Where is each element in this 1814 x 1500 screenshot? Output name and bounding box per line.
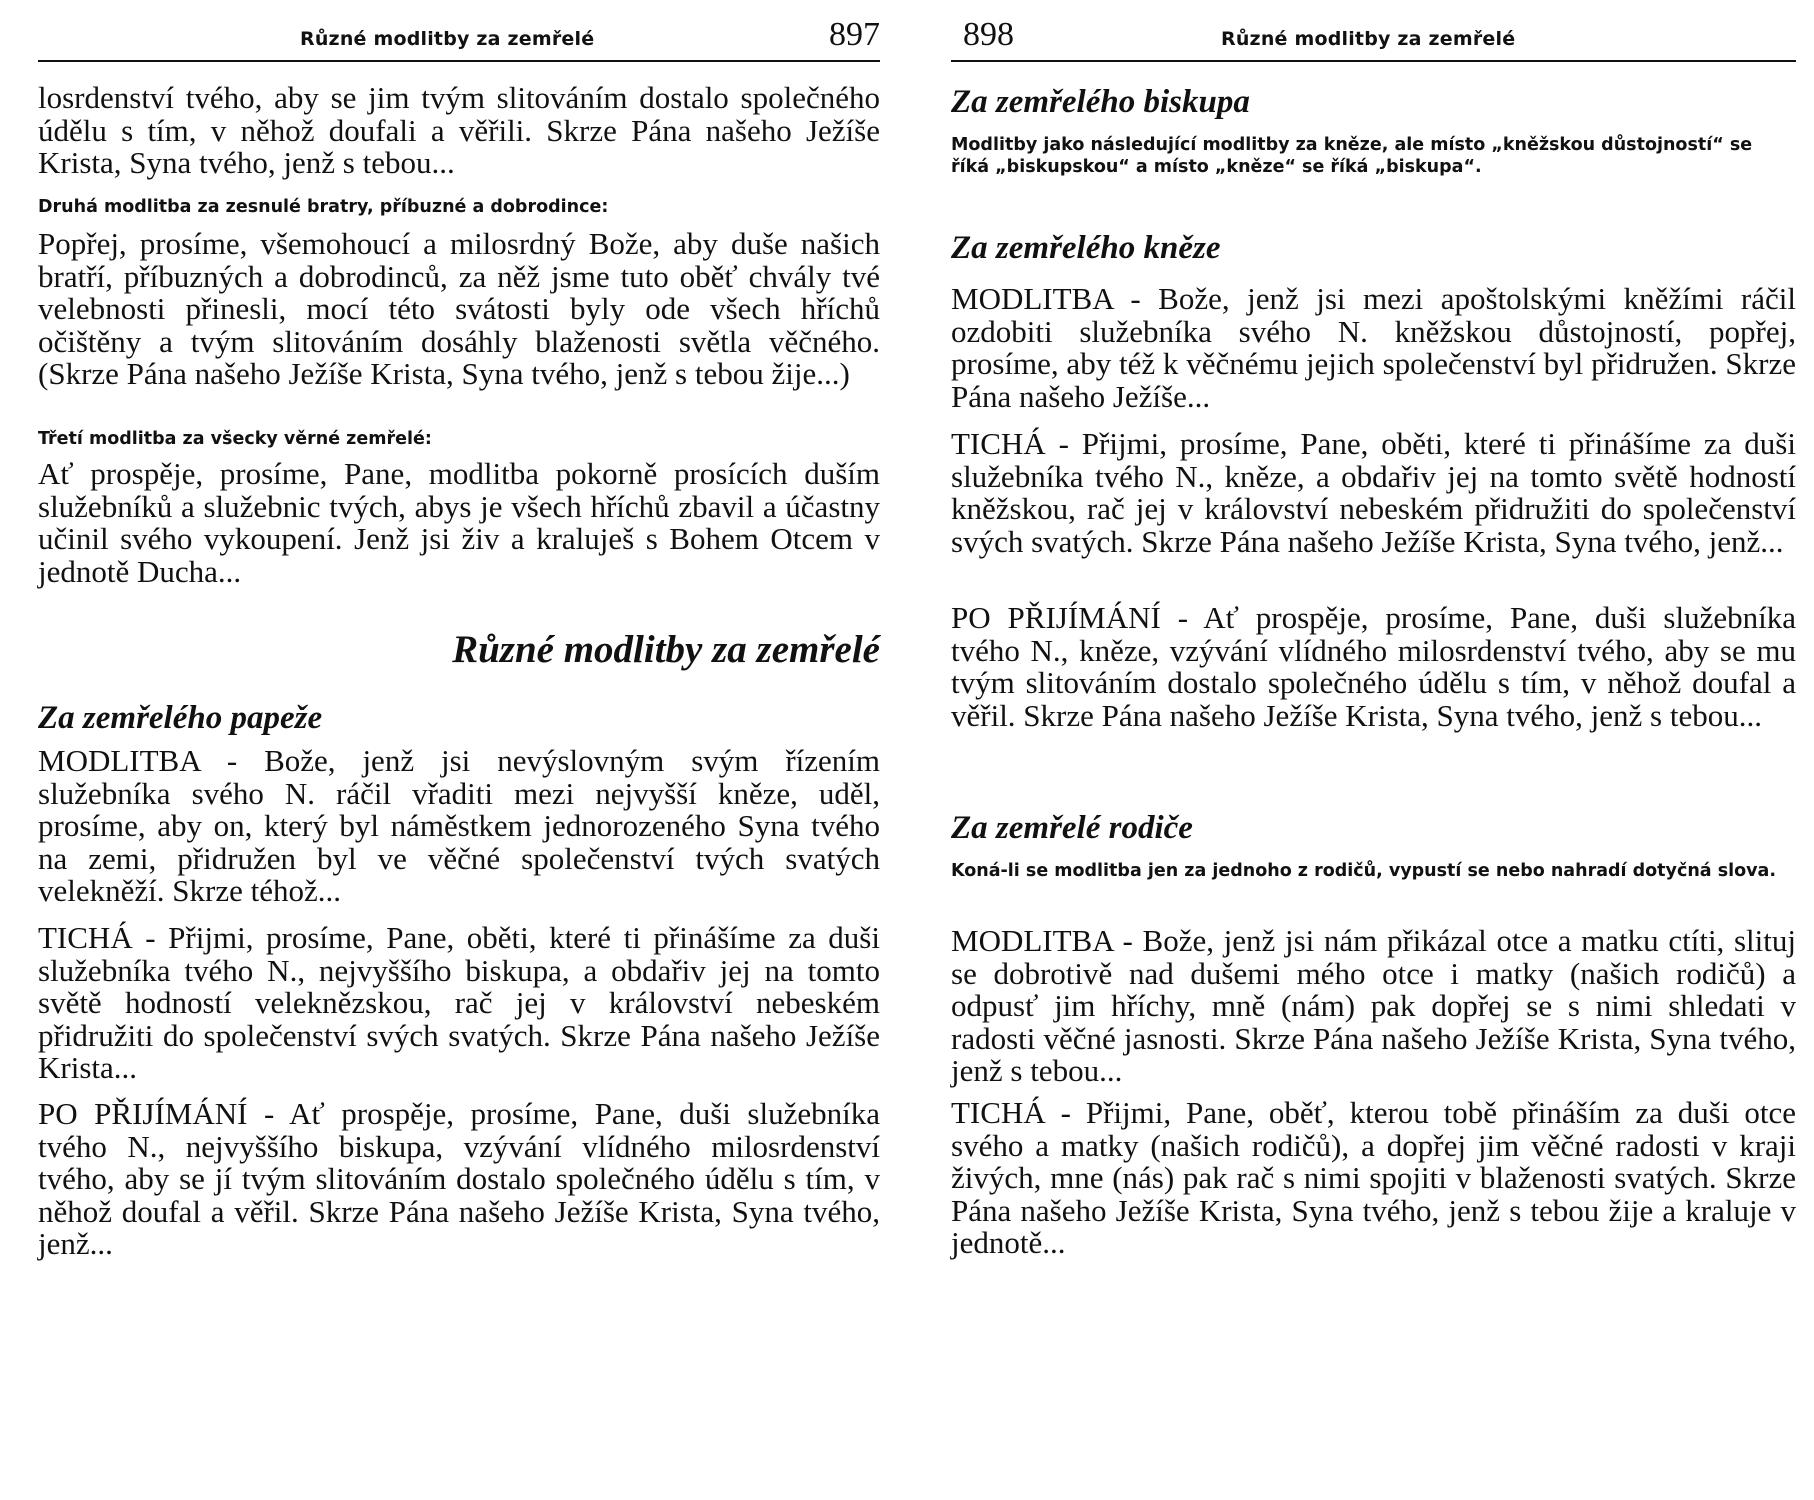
running-title: Různé modlitby za zemřelé bbox=[300, 28, 595, 50]
heading-parents: Za zemřelé rodiče bbox=[951, 810, 1193, 846]
running-title: Různé modlitby za zemřelé bbox=[1221, 28, 1516, 50]
parents-ticha: TICHÁ - Přijmi, Pane, oběť, kterou tobě přináším za duši otce svého a matky (našich rodičů), a dopřej jim věčné radosti v kraji živých, mne (nás) pak rač s nimi spojiti v blaženosti svatých. Skrze Pána našeho Ježíše Krista, Syna tvého, jenž s tebou žije a kraluje v jednotě... bbox=[951, 1095, 1796, 1260]
pope-po-prijimani: PO PŘIJÍMÁNÍ - Ať prospěje, prosíme, Pane, duši služebníka tvého N., nejvyššího biskupa, vzývání vlídného milosrdenství tvého, aby se jí tvým slitováním dostalo společného údělu s tím, v něhož doufal a věřil. Skrze Pána našeho Ježíše Krista, Syna tvého, jenž... bbox=[38, 1096, 880, 1261]
parents-modlitba: MODLITBA - Bože, jenž jsi nám přikázal otce a matku ctíti, slituj se dobrotivě nad dušemi mého otce i matky (našich rodičů) a odpusť jim hříchy, mně (nám) pak dopřej se s nimi shledati v radosti věčné jasnosti. Skrze Pána našeho Ježíše Krista, Syna tvého, jenž s tebou... bbox=[951, 923, 1796, 1088]
priest-ticha: TICHÁ - Přijmi, prosíme, Pane, oběti, které ti přinášíme za duši služebníka tvého N., kněze, a obdařiv jej na tomto světě hodností kněžskou, rač jej v království nebeském přidružiti do společenství svých svatých. Skrze Pána našeho Ježíše Krista, Syna tvého, jenž... bbox=[951, 426, 1796, 559]
prayer-third: Ať prospěje, prosíme, Pane, modlitba pokorně prosících duším služebníků a služebnic tvých, abys je všech hříchů zbavil a účastny učinil svého vykoupení. Jenž jsi živ a kraluješ s Bohem Otcem v jednotě Ducha... bbox=[38, 456, 880, 589]
heading-pope: Za zemřelého papeže bbox=[38, 700, 323, 736]
rubric-third-prayer: Třetí modlitba za všecky věrné zemřelé: bbox=[38, 429, 432, 449]
page-number: 897 bbox=[829, 16, 880, 53]
heading-priest: Za zemřelého kněze bbox=[951, 230, 1221, 266]
priest-po-prijimani: PO PŘIJÍMÁNÍ - Ať prospěje, prosíme, Pane, duši služebníka tvého N., kněze, vzývání vlídného milosrdenství tvého, aby se mu tvým slitováním dostalo společného údělu s tím, v něhož doufal a věřil. Skrze Pána našeho Ježíše Krista, Syna tvého, jenž s tebou... bbox=[951, 600, 1796, 733]
continuation-paragraph: losrdenství tvého, aby se jim tvým slitováním dostalo společného údělu s tím, v něhož doufali a věřili. Skrze Pána našeho Ježíše Krista, Syna tvého, jenž s tebou... bbox=[38, 80, 880, 180]
running-head bbox=[951, 0, 1796, 60]
header-rule bbox=[951, 60, 1796, 62]
heading-bishop: Za zemřelého biskupa bbox=[951, 84, 1250, 120]
running-head bbox=[38, 0, 880, 60]
rubric-second-prayer: Druhá modlitba za zesnulé bratry, příbuzné a dobrodince: bbox=[38, 197, 609, 217]
prayer-second: Popřej, prosíme, všemohoucí a milosrdný Bože, aby duše našich bratří, příbuzných a dobrodinců, za něž jsme tuto oběť chvály tvé velebnosti přinesli, mocí této svátosti byly ode všech hříchů očištěny a tvým slitováním dosáhly blaženosti světla věčného. (Skrze Pána našeho Ježíše Krista, Syna tvého, jenž s tebou žije...) bbox=[38, 226, 880, 391]
parents-rubric: Koná-li se modlitba jen za jednoho z rodičů, vypustí se nebo nahradí dotyčná slova. bbox=[951, 861, 1776, 881]
bishop-rubric: Modlitby jako následující modlitby za kněze, ale místo „kněžskou důstojností“ se říká „biskupskou“ a místo „kněze“ se říká „biskupa“. bbox=[951, 135, 1753, 177]
page-number: 898 bbox=[963, 16, 1014, 53]
left-page bbox=[38, 0, 880, 1500]
main-heading: Různé modlitby za zemřelé bbox=[452, 628, 880, 671]
right-page bbox=[951, 0, 1796, 1500]
pope-ticha: TICHÁ - Přijmi, prosíme, Pane, oběti, které ti přinášíme za duši služebníka tvého N., nejvyššího biskupa, a obdařiv jej na tomto světě hodností veleknězskou, rač jej v království nebeském přidružiti do společenství svých svatých. Skrze Pána našeho Ježíše Krista... bbox=[38, 920, 880, 1085]
header-rule bbox=[38, 60, 880, 62]
pope-modlitba: MODLITBA - Bože, jenž jsi nevýslovným svým řízením služebníka svého N. ráčil vřaditi mezi nejvyšší kněze, uděl, prosíme, aby on, který byl náměstkem jednorozeného Syna tvého na zemi, přidružen byl ve věčné společenství tvých svatých velekněží. Skrze téhož... bbox=[38, 743, 880, 908]
priest-modlitba: MODLITBA - Bože, jenž jsi mezi apoštolskými kněžími ráčil ozdobiti služebníka svého N. kněžskou důstojností, popřej, prosíme, aby též k věčnému jejich společenství byl přidružen. Skrze Pána našeho Ježíše... bbox=[951, 281, 1796, 414]
